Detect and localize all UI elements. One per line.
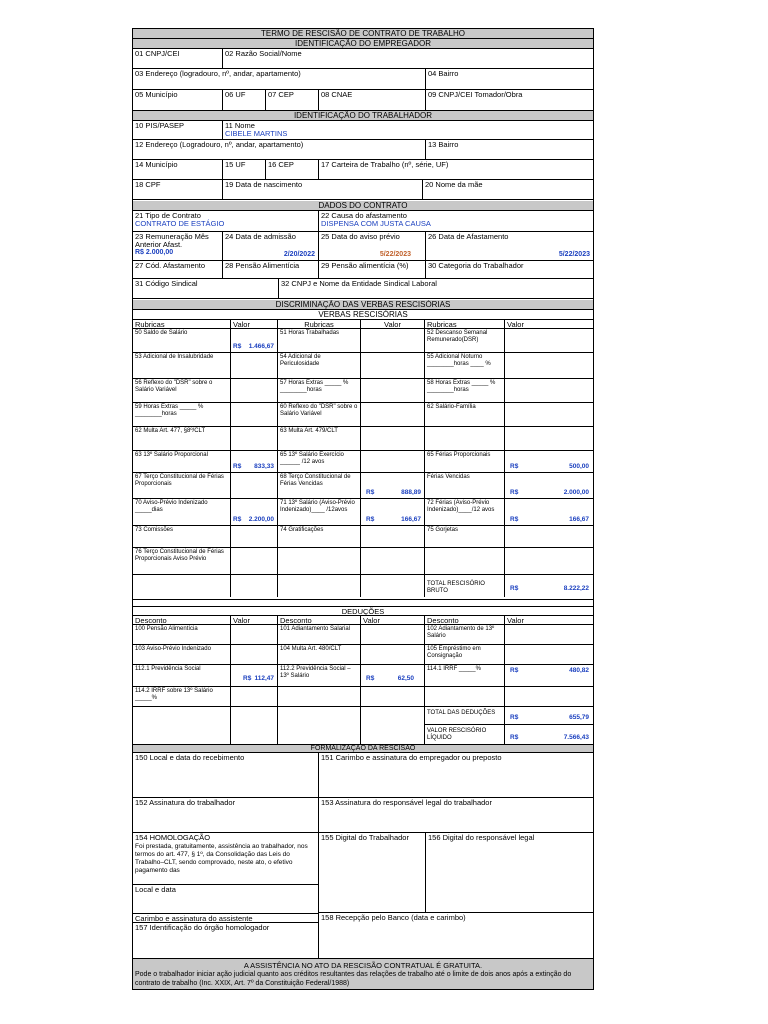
field-32-cnpj-sindicato: 32 CNPJ e Nome da Entidade Sindical Laboral [279, 279, 593, 299]
homologacao-text: Foi prestada, gratuitamente, assistência ao trabalhador, nos termos do art. 477, § 1º, da Consolidação das Leis do Trabalho–CLT, sendo comprovado, neste ato, o efetivo pagamento das [135, 843, 308, 874]
ded-col-desconto-1: Desconto [133, 616, 231, 625]
verba-59: 59 Horas Extras _____ % ________horas [133, 403, 231, 427]
termo-rescisao-form [132, 28, 594, 990]
verba-53-value [231, 353, 278, 379]
liquido-amount: 7.566,43 [563, 734, 589, 741]
verba-70: 70 Aviso-Prévio Indenizado _____dias [133, 499, 231, 526]
field-04-bairro: 04 Bairro [426, 69, 593, 90]
footer-notice [133, 958, 593, 989]
ded-col-valor-2: Valor [361, 616, 425, 625]
verba-58-value [505, 379, 593, 403]
verba-65: 65 13º Salário Exercício ______ /12 avos [278, 451, 361, 473]
verba-blank-5-value [361, 575, 425, 597]
verba-blank-5 [278, 575, 361, 597]
field-30-categoria: 30 Categoria do Trabalhador [426, 261, 593, 279]
verba-71-amount: 166,67 [401, 516, 421, 523]
ded-114-1-currency: R$ [510, 667, 519, 674]
field-12-endereco: 12 Endereço (Logradouro, nº, andar, apartamento) [133, 140, 426, 160]
field-157-orgao-homologador: 157 Identificação do órgão homologador [133, 923, 319, 958]
field-13-bairro: 13 Bairro [426, 140, 593, 160]
field-23-remuneracao [133, 232, 223, 261]
verba-74-value [361, 526, 425, 548]
verba-blank-3-value [505, 548, 593, 575]
field-28-pensao: 28 Pensão Alimentícia [223, 261, 319, 279]
field-152-assinatura-trabalhador: 152 Assinatura do trabalhador [133, 798, 319, 833]
ded-112-2-currency: R$ [366, 675, 375, 682]
verba-65f: 65 Férias Proporcionais [425, 451, 505, 473]
verba-76-value [231, 548, 278, 575]
ded-103-value [231, 645, 278, 665]
field-11-label: 11 Nome [225, 121, 255, 130]
ded-100-value [231, 625, 278, 645]
verba-58: 58 Horas Extras _____ % ________horas [425, 379, 505, 403]
ded-101-value [361, 625, 425, 645]
field-21-tipo-contrato [133, 211, 319, 232]
verba-63b-value [361, 427, 425, 451]
verba-54-value [361, 353, 425, 379]
verba-68-currency: R$ [366, 489, 375, 496]
ded-104: 104 Multa Art. 480/CLT [278, 645, 361, 665]
verba-52: 52 Descanso Semanal Remunerado(DSR) [425, 329, 505, 353]
section-verbas-header: DISCRIMINAÇÃO DAS VERBAS RESCISÓRIAS [133, 300, 593, 310]
verba-ferias-vencidas-value [505, 473, 593, 499]
section-worker-header: IDENTIFICAÇÃO DO TRABALHADOR [133, 111, 593, 121]
verba-55-value [505, 353, 593, 379]
total-bruto-label: TOTAL RESCISÓRIO BRUTO [425, 575, 505, 597]
verba-70-amount: 2.200,00 [248, 516, 274, 523]
field-11-nome [223, 121, 593, 140]
ded-blank-1-value [361, 687, 425, 707]
verba-50-value [231, 329, 278, 353]
verba-57-value [361, 379, 425, 403]
verba-63-amount: 833,33 [254, 463, 274, 470]
homologacao-label: 154 HOMOLOGAÇÃO [135, 833, 211, 842]
ded-114-1: 114.1 IRRF _____% [425, 665, 505, 687]
afastamento-value: 5/22/2023 [558, 251, 590, 258]
verba-70-currency: R$ [233, 516, 242, 523]
field-16-cep: 16 CEP [266, 160, 319, 180]
total-ded-amount: 655,79 [569, 714, 589, 721]
verba-blank-2-value [361, 548, 425, 575]
col-rubricas-3: Rubricas [425, 320, 505, 329]
field-02-razao-social: 02 Razão Social/Nome [223, 49, 593, 69]
section-deducoes-header: DEDUÇÕES [133, 607, 593, 616]
ded-blank-2-value [505, 687, 593, 707]
section-employer-header: IDENTIFICAÇÃO DO EMPREGADOR [133, 39, 593, 49]
verba-62b: 62 Multa Art. 477, §8º/CLT [133, 427, 231, 451]
field-03-endereco: 03 Endereço (logradouro, nº, andar, apartamento) [133, 69, 426, 90]
verba-73: 73 Comissões [133, 526, 231, 548]
col-valor-2: Valor [361, 320, 425, 329]
ded-112-2-value [361, 665, 425, 687]
worker-name-value: CIBELE MARTINS [225, 129, 288, 138]
verba-51-value [361, 329, 425, 353]
verba-blank-2 [278, 548, 361, 575]
field-156-digital-responsavel: 156 Digital do responsável legal [426, 833, 593, 913]
ded-col-valor-1: Valor [231, 616, 278, 625]
verba-54: 54 Adicional de Periculosidade [278, 353, 361, 379]
field-31-codigo-sindical: 31 Código Sindical [133, 279, 279, 299]
ded-101: 101 Adiantamento Salarial [278, 625, 361, 645]
ded-blank-4 [278, 707, 361, 744]
field-25-aviso [319, 232, 426, 261]
aviso-value: 5/22/2023 [379, 251, 411, 258]
ded-102: 102 Adiantamento de 13º Salário [425, 625, 505, 645]
ded-105: 105 Empréstimo em Consignação [425, 645, 505, 665]
verba-52-value [505, 329, 593, 353]
verba-76: 76 Terço Constitucional de Férias Proporcionais Aviso Prévio [133, 548, 231, 575]
col-valor-1: Valor [231, 320, 278, 329]
ded-114-1-amount: 480,82 [569, 667, 589, 674]
total-deducoes-value [505, 707, 593, 725]
verba-65f-amount: 500,00 [569, 463, 589, 470]
field-27-cod: 27 Cód. Afastamento [133, 261, 223, 279]
footer-title: A ASSISTÊNCIA NO ATO DA RESCISÃO CONTRATUAL É GRATUITA. [243, 961, 483, 970]
field-26-label: 26 Data de Afastamento [428, 232, 509, 241]
verba-63: 63 13º Salário Proporcional [133, 451, 231, 473]
verba-75-value [505, 526, 593, 548]
verba-72-amount: 166,67 [569, 516, 589, 523]
total-bruto-value [505, 575, 593, 597]
field-24-admissao [223, 232, 319, 261]
carimbo-assistente-field: Carimbo e assinatura do assistente [133, 913, 319, 923]
ded-blank-2 [425, 687, 505, 707]
verba-60: 60 Reflexo do "DSR" sobre o Salário Variável [278, 403, 361, 427]
field-15-uf: 15 UF [223, 160, 266, 180]
verba-70-value [231, 499, 278, 526]
verba-62b-value [231, 427, 278, 451]
liquido-label: VALOR RESCISÓRIO LÍQUIDO [425, 725, 505, 744]
verba-fv-currency: R$ [510, 489, 519, 496]
verba-72-currency: R$ [510, 516, 519, 523]
verba-72: 72 Férias (Aviso-Prévio Indenizado)____/12 avos [425, 499, 505, 526]
verba-56: 56 Reflexo do "DSR" sobre o Salário Variável [133, 379, 231, 403]
field-05-municipio: 05 Município [133, 90, 223, 111]
field-14-municipio: 14 Município [133, 160, 223, 180]
ded-114-2-value [231, 687, 278, 707]
total-ded-currency: R$ [510, 714, 519, 721]
verba-62-value [505, 403, 593, 427]
total-deducoes-label: TOTAL DAS DEDUÇÕES [425, 707, 505, 725]
local-data-field: Local e data [133, 884, 319, 913]
ded-blank-3-value [231, 707, 278, 744]
field-08-cnae: 08 CNAE [319, 90, 426, 111]
ded-114-2: 114.2 IRRF sobre 13º Salário _____% [133, 687, 231, 707]
field-06-uf: 06 UF [223, 90, 266, 111]
verba-blank-1 [425, 427, 505, 451]
liquido-value [505, 725, 593, 744]
verba-65f-currency: R$ [510, 463, 519, 470]
ded-105-value [505, 645, 593, 665]
col-rubricas-2: Rubricas [278, 320, 361, 329]
field-22-causa [319, 211, 593, 232]
verba-71-value [361, 499, 425, 526]
remuneracao-value: R$ 2.000,00 [135, 249, 174, 256]
verba-59-value [231, 403, 278, 427]
ded-112-1-value [231, 665, 278, 687]
field-24-label: 24 Data de admissão [225, 232, 296, 241]
ded-col-valor-3: Valor [505, 616, 593, 625]
verba-blank-4 [133, 575, 231, 597]
verba-blank-1-value [505, 427, 593, 451]
field-20-nome-mae: 20 Nome da mãe [423, 180, 593, 200]
ded-104-value [361, 645, 425, 665]
verba-68: 68 Terço Constitucional de Férias Vencidas [278, 473, 361, 499]
verba-60-value [361, 403, 425, 427]
field-150-local-data: 150 Local e data do recebimento [133, 753, 319, 798]
verba-50-amount: 1.466,67 [248, 343, 274, 350]
verba-53: 53 Adicional de Insalubridade [133, 353, 231, 379]
verba-fv-amount: 2.000,00 [563, 489, 589, 496]
ded-blank-1 [278, 687, 361, 707]
verba-74: 74 Gratificações [278, 526, 361, 548]
ded-blank-4-value [361, 707, 425, 744]
causa-value: DISPENSA COM JUSTA CAUSA [321, 219, 431, 228]
verba-72-value [505, 499, 593, 526]
ded-col-desconto-2: Desconto [278, 616, 361, 625]
verba-62: 62 Salário-Família [425, 403, 505, 427]
field-21-label: 21 Tipo de Contrato [135, 211, 201, 220]
ded-103: 103 Aviso-Prévio Indenizado [133, 645, 231, 665]
verba-ferias-vencidas: Férias Vencidas [425, 473, 505, 499]
ded-102-value [505, 625, 593, 645]
verba-65f-value [505, 451, 593, 473]
verba-71-currency: R$ [366, 516, 375, 523]
ded-112-2-amount: 62,50 [397, 675, 414, 682]
verba-56-value [231, 379, 278, 403]
field-26-afastamento [426, 232, 593, 261]
ded-100: 100 Pensão Alimentícia [133, 625, 231, 645]
verba-50-currency: R$ [233, 343, 242, 350]
verba-blank-3 [425, 548, 505, 575]
verba-68-value [361, 473, 425, 499]
field-01-cnpj: 01 CNPJ/CEI [133, 49, 223, 69]
field-29-pensao-pct: 29 Pensão alimentícia (%) [319, 261, 426, 279]
field-158-recepcao-banco: 158 Recepção pelo Banco (data e carimbo) [321, 913, 466, 922]
ded-blank-3 [133, 707, 231, 744]
verba-67-value [231, 473, 278, 499]
total-bruto-amount: 8.222,22 [563, 585, 589, 592]
col-valor-3: Valor [505, 320, 593, 329]
field-18-cpf: 18 CPF [133, 180, 223, 200]
spacer-1 [133, 599, 593, 607]
verba-63-value [231, 451, 278, 473]
sub-verbas-header: VERBAS RESCISÓRIAS [133, 310, 593, 320]
verba-63b: 63 Multa Art. 479/CLT [278, 427, 361, 451]
admissao-value: 2/20/2022 [283, 251, 315, 258]
verba-75: 75 Gorjetas [425, 526, 505, 548]
field-153-assinatura-responsavel: 153 Assinatura do responsável legal do trabalhador [319, 798, 593, 833]
verba-51: 51 Horas Trabalhadas [278, 329, 361, 353]
field-17-ctps: 17 Carteira de Trabalho (nº, série, UF) [319, 160, 593, 180]
form-title: TERMO DE RESCISÃO DE CONTRATO DE TRABALHO [133, 29, 593, 39]
contract-type-value: CONTRATO DE ESTÁGIO [135, 219, 225, 228]
verba-71: 71 13º Salário (Aviso-Prévio Indenizado)____ /12avos [278, 499, 361, 526]
ded-114-1-value [505, 665, 593, 687]
col-rubricas-1: Rubricas [133, 320, 231, 329]
verba-67: 67 Terço Constitucional de Férias Proporcionais [133, 473, 231, 499]
ded-112-2: 112.2 Previdência Social – 13º Salário [278, 665, 361, 687]
verba-blank-4-value [231, 575, 278, 597]
ded-112-1: 112.1 Previdência Social [133, 665, 231, 687]
field-10-pis: 10 PIS/PASEP [133, 121, 223, 140]
verba-50: 50 Saldo de Salário [133, 329, 231, 353]
section-contract-header: DADOS DO CONTRATO [133, 201, 593, 211]
field-09-cnpj-tomador: 09 CNPJ/CEI Tomador/Obra [426, 90, 593, 111]
field-155-digital-trabalhador: 155 Digital do Trabalhador [319, 833, 426, 913]
liquido-currency: R$ [510, 734, 519, 741]
field-25-label: 25 Data do aviso prévio [321, 232, 400, 241]
field-22-label: 22 Causa do afastamento [321, 211, 407, 220]
verba-65-value [361, 451, 425, 473]
footer-text: Pode o trabalhador iniciar ação judicial quanto aos créditos resultantes das relações de trabalho até o limite de dois anos após a extinção do contrato de trabalho (Inc. XXIX, Art. 7º da Constituição Federal/1988) [135, 971, 572, 987]
ded-112-1-currency: R$ [243, 675, 252, 682]
verba-73-value [231, 526, 278, 548]
verba-55: 55 Adicional Noturno ________horas ____ % [425, 353, 505, 379]
field-23-label: 23 Remuneração Mês Anterior Afast. [135, 232, 209, 249]
ded-col-desconto-3: Desconto [425, 616, 505, 625]
ded-112-1-amount: 112,47 [254, 675, 274, 682]
field-151-carimbo-empregador: 151 Carimbo e assinatura do empregador ou preposto [319, 753, 593, 798]
verba-68-amount: 888,89 [401, 489, 421, 496]
verba-63-currency: R$ [233, 463, 242, 470]
section-formal-header: FORMALIZAÇÃO DA RESCISÃO [133, 744, 593, 753]
field-07-cep: 07 CEP [266, 90, 319, 111]
verba-57: 57 Horas Extras _____ % ________horas [278, 379, 361, 403]
total-bruto-currency: R$ [510, 585, 519, 592]
field-19-nascimento: 19 Data de nascimento [223, 180, 423, 200]
